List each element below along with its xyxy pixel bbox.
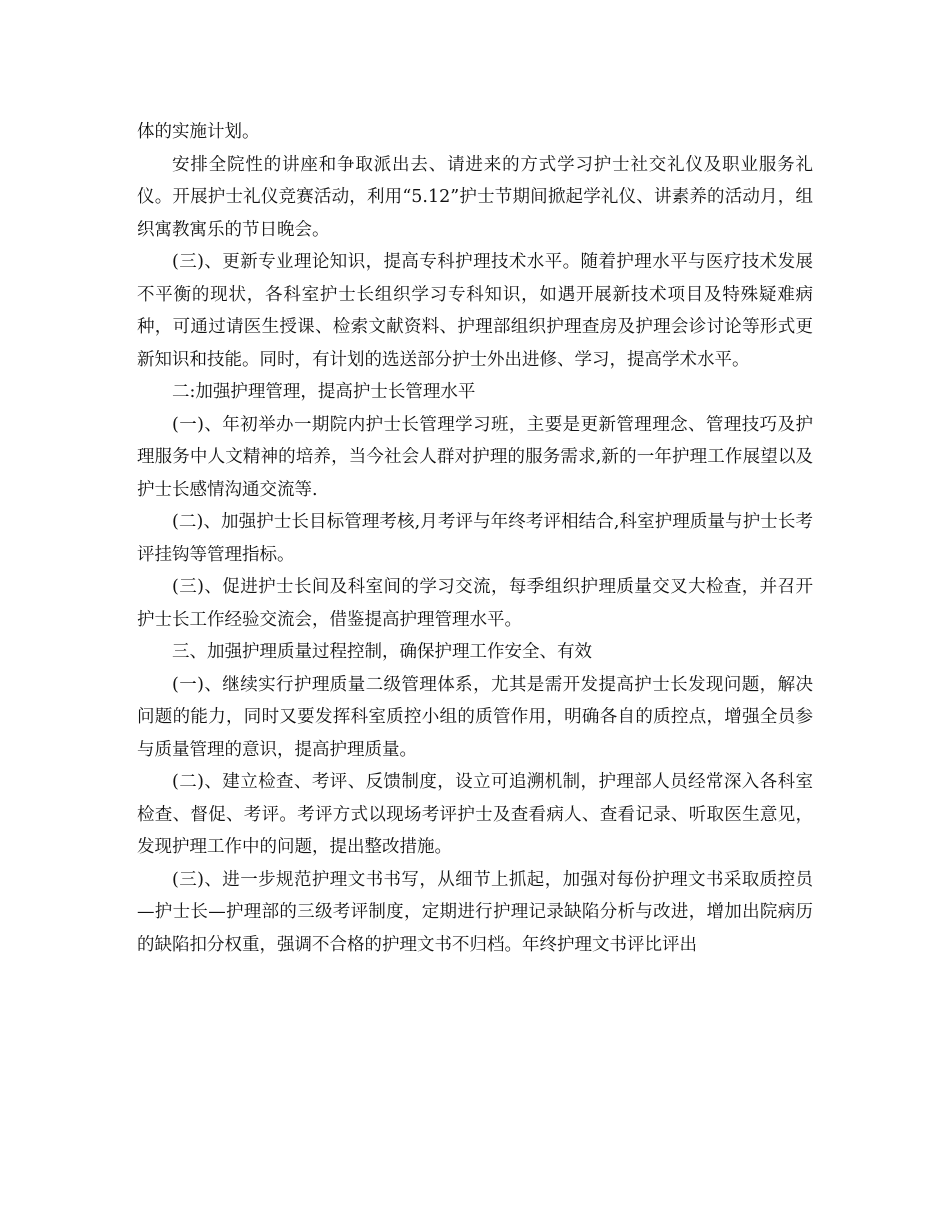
paragraph-10: (二)、建立检查、考评、反馈制度，设立可追溯机制，护理部人员经常深入各科室检查、督促、考评。考评方式以现场考评护士及查看病人、查看记录、听取医生意见，发现护理工作中的问题，提出整改措施。 [137, 772, 813, 857]
paragraph-1: 体的实施计划。 [137, 122, 260, 142]
paragraph-7: (三)、促进护士长间及科室间的学习交流，每季组织护理质量交叉大检查，并召开护士长工作经验交流会，借鉴提高护理管理水平。 [137, 577, 813, 630]
paragraph-2: 安排全院性的讲座和争取派出去、请进来的方式学习护士社交礼仪及职业服务礼仪。开展护士礼仪竞赛活动，利用“5.12”护士节期间掀起学礼仪、讲素养的活动月，组织寓教寓乐的节日晚会。 [137, 154, 813, 240]
paragraph-3: (三)、更新专业理论知识，提高专科护理技术水平。随着护理水平与医疗技术发展不平衡的现状，各科室护士长组织学习专科知识，如遇开展新技术项目及特殊疑难病种，可通过请医生授课、检索文献资料、护理部组织护理查房及护理会诊讨论等形式更新知识和技能。同时，有计划的选送部分护士外出进修、学习，提高学术水平。 [137, 252, 813, 370]
section-heading-3: 三、加强护理质量过程控制，确保护理工作安全、有效 [172, 642, 592, 662]
document-body [137, 116, 813, 961]
section-heading-2: 二:加强护理管理，提高护士长管理水平 [172, 382, 476, 402]
paragraph-11: (三)、进一步规范护理文书书写，从细节上抓起，加强对每份护理文书采取质控员—护士长—护理部的三级考评制度，定期进行护理记录缺陷分析与改进，增加出院病历的缺陷扣分权重，强调不合格的护理文书不归档。年终护理文书评比评出 [137, 869, 813, 955]
paragraph-6: (二)、加强护士长目标管理考核,月考评与年终考评相结合,科室护理质量与护士长考评挂钩等管理指标。 [137, 512, 813, 565]
paragraph-5: (一)、年初举办一期院内护士长管理学习班，主要是更新管理理念、管理技巧及护理服务中人文精神的培养，当今社会人群对护理的服务需求,新的一年护理工作展望以及护士长感情沟通交流等. [137, 414, 813, 500]
paragraph-9: (一)、继续实行护理质量二级管理体系，尤其是需开发提高护士长发现问题，解决问题的能力，同时又要发挥科室质控小组的质管作用，明确各自的质控点，增强全员参与质量管理的意识，提高护理质量。 [137, 674, 813, 760]
